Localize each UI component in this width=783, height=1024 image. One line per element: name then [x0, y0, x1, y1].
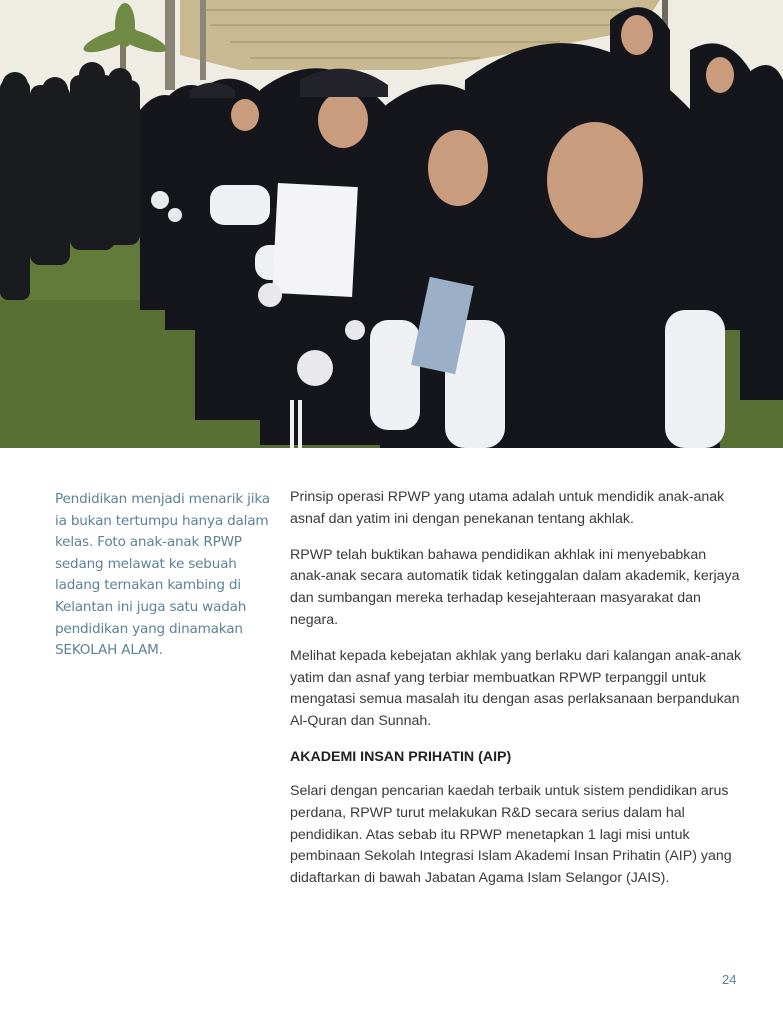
- paragraph: Selari dengan pencarian kaedah terbaik untuk sistem pendidikan arus perdana, RPWP turut melakukan R&D secara serius dalam hal pendidikan. Atas sebab itu RPWP menetapkan 1 lagi misi untuk pembinaan Sekolah Integrasi Islam Akademi Insan Prihatin (AIP) yang didaftarkan di bawah Jabatan Agama Islam Selangor (JAIS).: [290, 782, 732, 887]
- photo-illustration: [0, 0, 783, 448]
- paragraph: Melihat kepada kebejatan akhlak yang berlaku dari kalangan anak-anak yatim dan asnaf yang terbiar membuatkan RPWP terpanggil untuk mengatasi semua masalah itu dengan asas perlaksanaan berpandukan Al-Quran dan Sunnah.: [290, 647, 742, 730]
- photo-caption: Pendidikan menjadi menarik jika ia bukan tertumpu hanya dalam kelas. Foto anak-anak RPWP sedang melawat ke sebuah ladang ternakan kambing di Kelantan ini juga satu wadah pendidikan yang dinamakan SEKOLAH ALAM.: [55, 491, 270, 659]
- paragraph: RPWP telah buktikan bahawa pendidikan akhlak ini menyebabkan anak-anak secara automatik tidak ketinggalan dalam akademik, kerjaya dan sumbangan mereka terhadap kesejahteraan masyarakat dan negara.: [290, 546, 740, 628]
- page-number: 24: [722, 972, 737, 987]
- article-body: [290, 487, 745, 904]
- section-heading: AKADEMI INSAN PRIHATIN (AIP): [290, 748, 512, 765]
- paragraph: Prinsip operasi RPWP yang utama adalah untuk mendidik anak-anak asnaf dan yatim ini dengan penekanan tentang akhlak.: [290, 489, 725, 527]
- hero-photo: [0, 0, 783, 448]
